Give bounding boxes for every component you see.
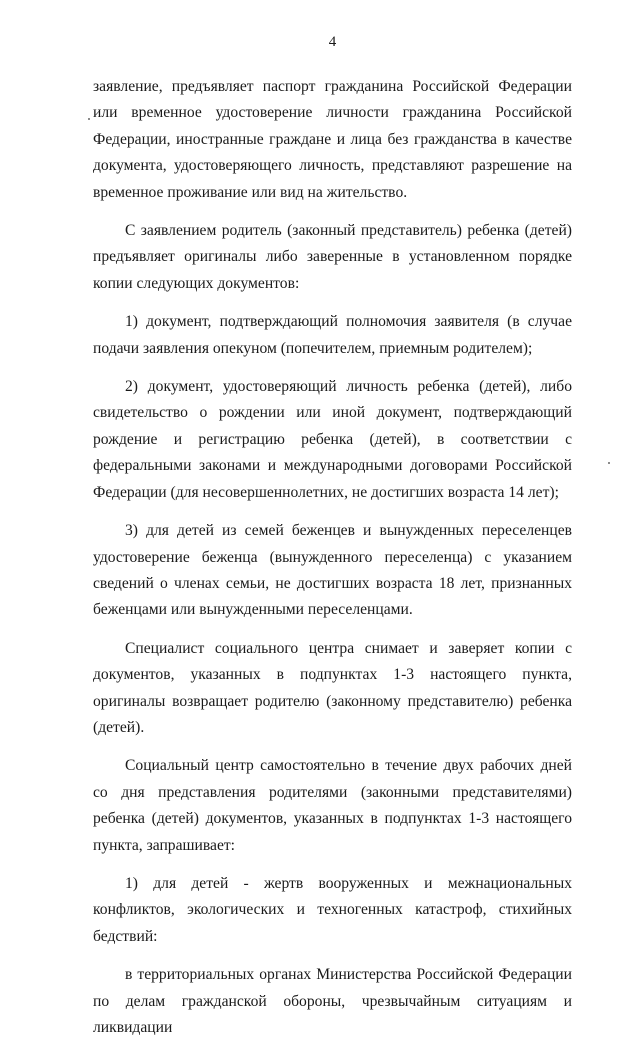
paragraph-documents-intro: С заявлением родитель (законный представитель) ребенка (детей) предъявляет оригиналы либо заверенные в установленном порядке копии следующих документов: [93,222,572,292]
scan-speck [88,118,90,120]
paragraph-social-center: Социальный центр самостоятельно в течение двух рабочих дней со дня представления родителями (законными представителями) ребенка (детей) документов, указанных в подпунктах 1-3 настоящего пункта, запрашивает: [93,757,572,854]
scan-speck [608,462,610,464]
paragraph-specialist: Специалист социального центра снимает и заверяет копии с документов, указанных в подпунктах 1-3 настоящего пункта, оригиналы возвращает родителю (законному представителю) ребенка (детей). [93,639,572,736]
paragraph-request-item-1: 1) для детей - жертв вооруженных и межнациональных конфликтов, экологических и техногенных катастроф, стихийных бедствий: [93,874,572,945]
paragraph-item-2: 2) документ, удостоверяющий личность ребенка (детей), либо свидетельство о рождении или иной документ, подтверждающий рождение и регистрацию ребенка (детей), в соответствии с федеральными законами и международными договорами Российской Федерации (для несовершеннолетних, не достигших возраста 14 лет); [93,378,572,501]
paragraph-passport: заявление, предъявляет паспорт гражданина Российской Федерации или временное удостоверение личности гражданина Российской Федерации, иностранные граждане и лица без гражданства в качестве документа, удостоверяющего личность, представляют разрешение на временное проживание или вид на жительство. [93,78,572,201]
paragraph-item-3: 3) для детей из семей беженцев и вынужденных переселенцев удостоверение беженца (вынужденного переселенца) с указанием сведений о членах семьи, не достигших возраста 18 лет, признанных беженцами или вынужденными переселенцами. [93,522,572,619]
page-number: 4 [328,34,337,50]
paragraph-item-1: 1) документ, подтверждающий полномочия заявителя (в случае подачи заявления опекуном (попечителем, приемным родителем); [93,313,572,357]
paragraph-ministry: в территориальных органах Министерства Российской Федерации по делам гражданской обороны, чрезвычайным ситуациям и ликвидации [93,966,572,1036]
